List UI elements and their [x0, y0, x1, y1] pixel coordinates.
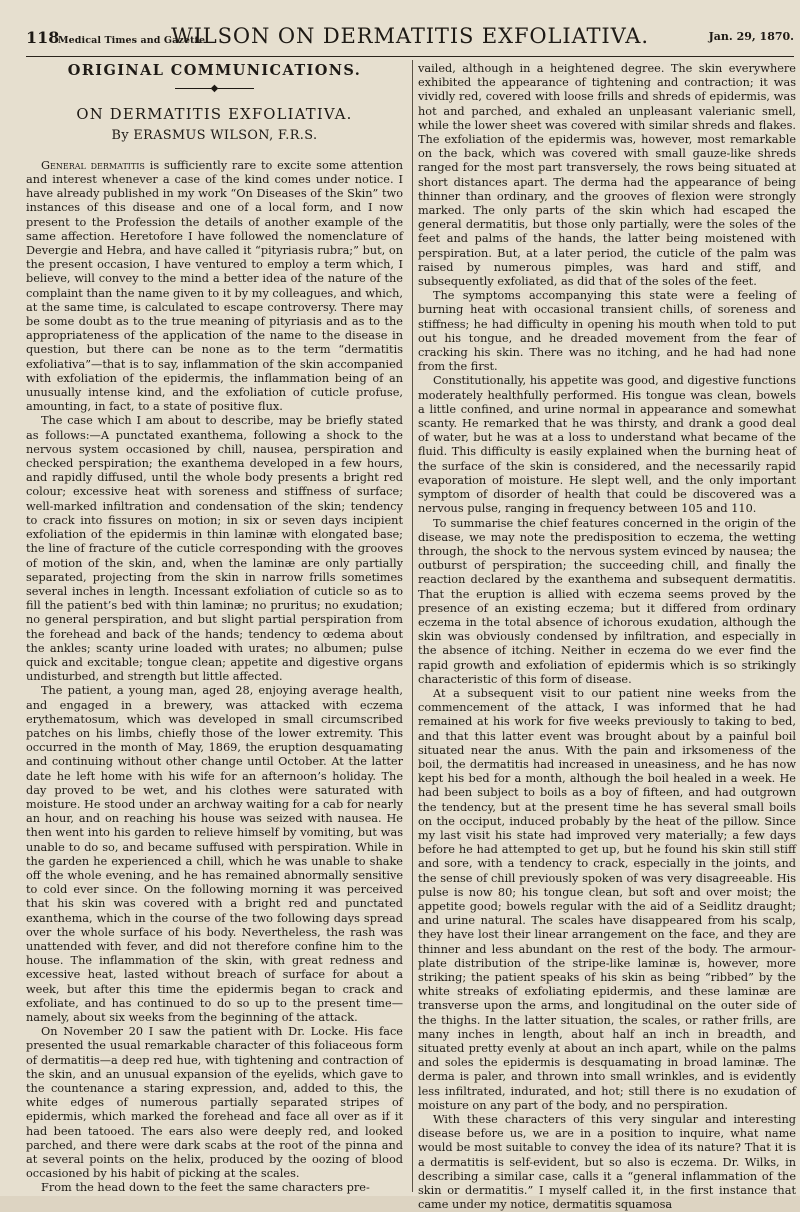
article-paragraph — [26, 159, 403, 415]
article-paragraph — [418, 517, 796, 687]
running-title: WILSON ON DERMATITIS EXFOLIATIVA. — [171, 24, 649, 48]
paragraph-text: The case which I am about to describe, may be briefly stated as follows:—A punctated exanthema, following a shock to the nervous system occasioned by chill, nausea, perspiration and checked perspiration; the exanthema developed in a few hours, and rapidly diffused, until the whole body presents a bright red colour; excessive heat with soreness and stiffness of surface; well-marked infiltration and condensation of the skin; tendency to crack into fissures on motion; in six or seven days incipient exfoliation of the epidermis in thin laminæ with elongated base; the line of fracture of the cuticle corresponding with the grooves of motion of the skin, and, when the laminæ are only partially separated, projecting from the skin in narrow frills sometimes several inches in length. Incessant exfoliation of cuticle so as to fill the patient’s bed with thin laminæ; no pruritus; no exudation; no general perspiration, and but slight partial perspiration from the forehead and back of the hands; tendency to œdema about the ankles; scanty urine loaded with urates; no albumen; pulse quick and excitable; tongue clean; appetite and digestive organs undisturbed, and strength but little affected. — [26, 414, 403, 684]
article-paragraph — [26, 414, 403, 684]
paragraph-text: The patient, a young man, aged 28, enjoying average health, and engaged in a brewery, was attacked with eczema erythematosum, which was developed in small circumscribed patches on his limbs, chiefly those of the lower extremity. This occurred in the month of May, 1869, the eruption desquamating and continuing without other change until October. At the latter date he left home with his wife for an afternoon’s holiday. The day proved to be wet, and his clothes were saturated with moisture. He stood under an archway waiting for a cab for nearly an hour, and on reaching his house was seized with nausea. He then went into his garden to relieve himself by vomiting, but was unable to do so, and became suffused with perspiration. While in the garden he experienced a chill, which he was unable to shake off the whole evening, and he has remained abnormally sensitive to cold ever since. On the following morning it was perceived that his skin was covered with a bright red and punctated exanthema, which in the course of the two following days spread over the whole surface of his body. Nevertheless, the rash was unattended with fever, and did not therefore confine him to the house. The inflammation of the skin, with great redness and excessive heat, lasted without breach of surface for about a week, but after this time the epidermis began to crack and exfoliate, and has continued to do so up to the present time—namely, about six weeks from the beginning of the attack. — [26, 684, 403, 1024]
article-paragraph — [418, 687, 796, 1113]
right-column-body — [418, 62, 796, 1212]
page-number: 118 — [26, 28, 60, 47]
diamond-ornament-icon: ◆ — [210, 83, 219, 95]
paragraph-text: is sufficiently rare to excite some attention and interest whenever a case of the kind comes under notice. I have already published in my work “On Diseases of the Skin” two instances of this disease and one of a local form, and I now present to the Profession the details of another example of the same affection. Heretofore I have followed the nomenclature of Devergie and Hebra, and have called it “pityriasis rubra;” but, on the present occasion, I have ventured to employ a term which, I believe, will convey to the mind a better idea of the nature of the complaint than the name given to it by my colleagues, and which, at the same time, is calculated to escape controversy. There may be some doubt as to the true meaning of pityriasis and as to the appropriateness of the application of the name to the disease in question, but there can be none as to the term “dermatitis exfoliativa”—that is to say, inflammation of the skin accompanied with exfoliation of the epidermis, the inflammation being of an unusually intense kind, and the exfoliation of cuticle profuse, amounting, in fact, to a state of positive flux. — [26, 158, 403, 414]
paragraph-text: Constitutionally, his appetite was good, and digestive functions moderately healthfully performed. His tongue was clean, bowels a little confined, and urine normal in appearance and somewhat scanty. He remarked that he was thirsty, and drank a good deal of water, but he was at a loss to understand what became of the fluid. This difficulty is easily explained when the burning heat of the surface of the skin is considered, and the necessarily rapid evaporation of moisture. He slept well, and the only important symptom of disorder of health that could be discovered was a nervous pulse, ranging in frequency between 105 and 110. — [418, 374, 796, 516]
left-column — [26, 62, 403, 1196]
paragraph-text: From the head down to the feet the same characters pre- — [41, 1181, 370, 1195]
article-paragraph — [418, 289, 796, 374]
page-header — [26, 22, 794, 57]
ornament-divider — [26, 82, 403, 96]
issue-date: Jan. 29, 1870. — [708, 30, 794, 43]
column-divider — [412, 60, 413, 1192]
publication-name: Medical Times and Gazette. — [58, 35, 209, 46]
section-heading: ORIGINAL COMMUNICATIONS. — [67, 62, 362, 79]
lead-words: General dermatitis — [41, 158, 145, 172]
article-paragraph — [26, 684, 403, 1025]
ornament-rule-left — [175, 88, 211, 89]
paragraph-text: At a subsequent visit to our patient nine weeks from the commencement of the attack, I was informed that he had remained at his work for five weeks previously to taking to bed, and that this latter event was brought about by a painful boil situated near the anus. With the pain and irksomeness of the boil, the dermatitis had increased in uneasiness, and he has now kept his bed for a month, although the boil healed in a week. He had been subject to boils as a boy of fifteen, and had outgrown the tendency, but at the present time he has several small boils on the occiput, induced probably by the heat of the pillow. Since my last visit his state had improved very materially; a few days before he had attempted to get up, but he found his skin still stiff and sore, with a tendency to crack, especially in the joints, and the sense of chill previously spoken of was very disagreeable. His pulse is now 80; his tongue clean, but soft and over moist; the appetite good; bowels regular with the aid of a Seidlitz draught; and urine natural. The scales have disappeared from his scalp, they have lost their linear arrangement on the face, and they are thinner and less abundant on the rest of the body. The armour-plate distribution of the stripe-like laminæ is, however, more striking; the patient speaks of his skin as being “ribbed” by the white streaks of exfoliating epidermis, and these laminæ are transverse upon the arms, and longitudinal on the outer side of the thighs. In the latter situation, the scales, or rather frills, are many inches in length, about half an inch in breadth, and situated pretty evenly at about an inch apart, while on the palms and soles the epidermis is desquamating in broad laminæ. The derma is paler, and thrown into small wrinkles, and is evidently less infiltrated, indurated, and hot; still there is no exudation of moisture on any part of the body, and no perspiration. — [418, 686, 796, 1112]
article-paragraph — [418, 374, 796, 516]
article-paragraph — [418, 1113, 796, 1212]
article-paragraph — [26, 1025, 403, 1181]
article-paragraph — [26, 1181, 403, 1195]
paragraph-text: vailed, although in a heightened degree. The skin everywhere exhibited the appearance of tightening and contraction; it was vividly red, covered with loose frills and shreds of epidermis, was hot and parched, and exhaled an unpleasant valerianic smell, while the lower sheet was covered with similar shreds and flakes. The exfoliation of the epidermis was, however, most remarkable on the back, which was covered with small gauze-like shreds ranged for the most part transversely, the rows being situated at short distances apart. The derma had the appearance of being thinner than ordinary, and the grooves of flexion were strongly marked. The only parts of the skin which had escaped the general dermatitis, but those only partially, were the soles of the feet and palms of the hands, the latter being moistened with perspiration. But, at a later period, the cuticle of the palm was raised by numerous pimples, was hard and stiff, and subsequently exfoliated, as did that of the soles of the feet. — [418, 62, 796, 289]
paragraph-text: With these characters of this very singular and interesting disease before us, we are in a position to inquire, what name would be most suitable to convey the idea of its nature? That it is a dermatitis is self-evident, but so also is eczema. Dr. Wilks, in describing a similar case, calls it a “general inflammation of the skin or dermatitis.” I myself called it, in the first instance that came under my notice, dermatitis squamosa — [418, 1113, 796, 1212]
paragraph-text: To summarise the chief features concerned in the origin of the disease, we may note the predisposition to eczema, the wetting through, the shock to the nervous system evinced by nausea; the outburst of perspiration; the succeeding chill, and finally the reaction declared by the exanthema and subsequent dermatitis. That the eruption is allied with eczema seems proved by the presence of an existing eczema; but it differed from ordinary eczema in the total absence of ichorous exudation, although the skin was obviously condensed by infiltration, and especially in the absence of itching. Neither in eczema do we ever find the rapid growth and exfoliation of epidermis which is so strikingly characteristic of this form of disease. — [418, 516, 796, 686]
article-paragraph — [418, 62, 796, 289]
article-title: ON DERMATITIS EXFOLIATIVA. — [76, 106, 353, 124]
right-column — [418, 62, 796, 1212]
left-column-body — [26, 159, 403, 1196]
article-byline: By ERASMUS WILSON, F.R.S. — [111, 127, 318, 143]
paragraph-text: The symptoms accompanying this state were a feeling of burning heat with occasional transient chills, of soreness and stiffness; he had difficulty in opening his mouth when told to put out his tongue, and he dreaded movement from the fear of cracking his skin. There was no itching, and he had had none from the first. — [418, 289, 796, 374]
paragraph-text: On November 20 I saw the patient with Dr. Locke. His face presented the usual remarkable character of this foliaceous form of dermatitis—a deep red hue, with tightening and contraction of the skin, and an unusual expansion of the eyelids, which gave to the countenance a staring expression, and, added to this, the white edges of numerous partially separated stripes of epidermis, which marked the forehead and face all over as if it had been tatooed. The ears also were deeply red, and looked parched, and there were dark scabs at the root of the pinna and at several points on the helix, produced by the oozing of blood occasioned by his habit of picking at the scales. — [26, 1025, 403, 1181]
ornament-rule-right — [218, 88, 254, 89]
